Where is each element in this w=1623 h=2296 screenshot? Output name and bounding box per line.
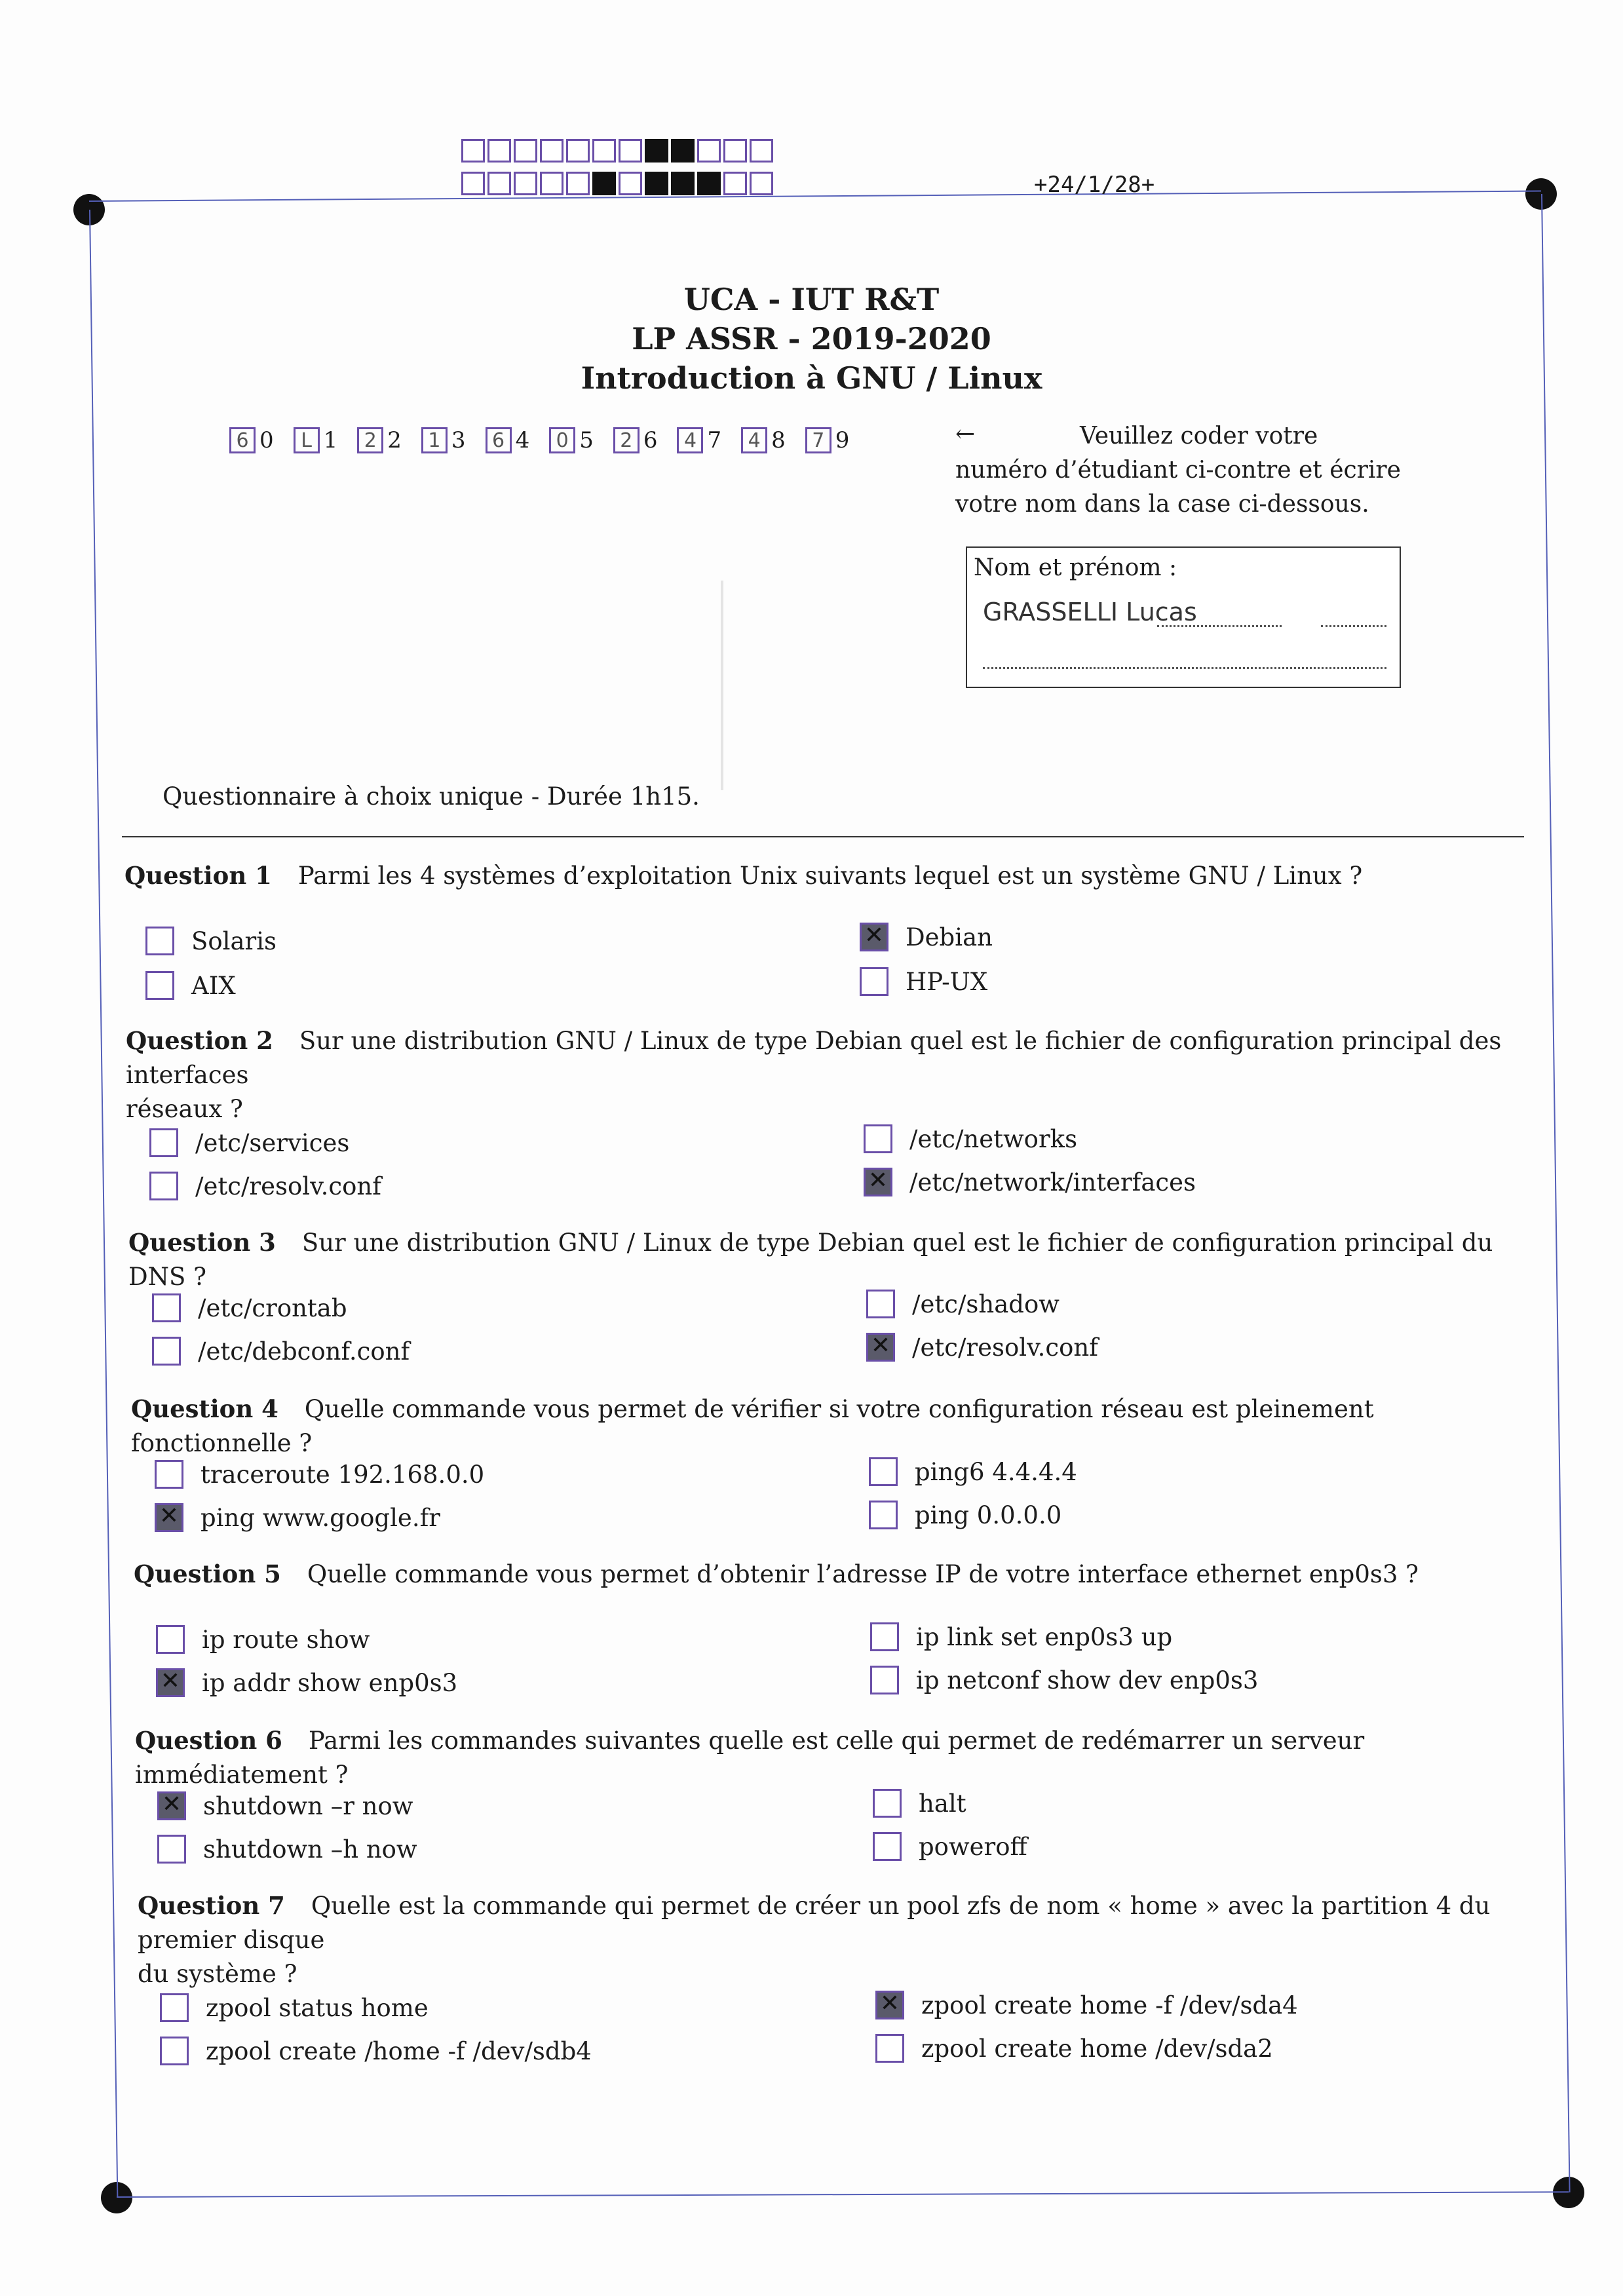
question-7-text-continued: du système ? (138, 1960, 297, 1988)
digit-box[interactable]: 2 (357, 427, 383, 453)
answer-option[interactable] (873, 1832, 1027, 1861)
option-label: traceroute 192.168.0.0 (200, 1460, 485, 1489)
digit-box[interactable]: 4 (677, 427, 703, 453)
digit-box[interactable]: 4 (741, 427, 767, 453)
student-number-grid (229, 427, 869, 453)
option-label: zpool create home -f /dev/sda4 (921, 1991, 1298, 2019)
digit-label: 2 (387, 427, 402, 453)
checkbox[interactable] (869, 1457, 898, 1486)
option-label: poweroff (919, 1832, 1027, 1861)
checkbox[interactable] (875, 2034, 904, 2063)
digit-box[interactable]: L (294, 427, 320, 453)
checkbox[interactable] (864, 1168, 892, 1196)
question-6 (135, 1723, 1537, 1792)
question-5-label: Question 5 (134, 1559, 281, 1588)
question-4-text: Quelle commande vous permet de vérifier si votre configuration réseau est pleinement fonctionnelle ? (131, 1395, 1374, 1457)
answer-option[interactable] (866, 1290, 1060, 1318)
digit-box[interactable]: 0 (549, 427, 575, 453)
checkbox[interactable] (155, 1460, 183, 1489)
digit-option[interactable] (677, 427, 721, 453)
option-label: ping 0.0.0.0 (915, 1501, 1062, 1529)
option-label: /etc/crontab (198, 1293, 347, 1322)
checkbox[interactable] (152, 1337, 181, 1366)
code-cell (723, 172, 747, 195)
code-cell (514, 172, 537, 195)
option-label: shutdown –r now (203, 1791, 413, 1820)
checkbox[interactable] (155, 1503, 183, 1532)
digit-box[interactable]: 6 (229, 427, 256, 453)
code-cell (697, 172, 721, 195)
name-field[interactable]: GRASSELLI Lucas (983, 598, 1197, 626)
name-dotted-line-2 (983, 667, 1386, 669)
digit-option[interactable] (357, 427, 402, 453)
digit-box[interactable]: 2 (613, 427, 640, 453)
title-program: LP ASSR - 2019-2020 (632, 321, 991, 356)
code-cell (592, 172, 616, 195)
answer-option[interactable] (160, 1993, 429, 2022)
code-cell (487, 172, 511, 195)
checkbox[interactable] (152, 1293, 181, 1322)
option-label: ping6 4.4.4.4 (915, 1457, 1077, 1486)
option-label: /etc/network/interfaces (909, 1168, 1196, 1196)
option-label: /etc/debconf.conf (198, 1337, 410, 1366)
code-cell (592, 139, 616, 163)
question-2-text-continued: réseaux ? (126, 1095, 243, 1123)
digit-option[interactable] (613, 427, 658, 453)
answer-option[interactable] (864, 1168, 1196, 1196)
option-label: /etc/resolv.conf (195, 1172, 381, 1200)
answer-option[interactable] (152, 1293, 347, 1322)
question-1 (124, 858, 1527, 893)
question-1-text: Parmi les 4 systèmes d’exploitation Unix suivants lequel est un système GNU / Linux ? (297, 862, 1363, 890)
question-1-label: Question 1 (124, 861, 272, 890)
option-label: /etc/networks (909, 1124, 1078, 1153)
checkbox[interactable] (864, 1124, 892, 1153)
answer-option[interactable] (149, 1128, 349, 1157)
question-3 (128, 1225, 1531, 1294)
question-6-label: Question 6 (135, 1726, 282, 1755)
answer-option[interactable] (875, 1991, 1298, 2019)
question-3-text: Sur une distribution GNU / Linux de type Debian quel est le fichier de configuration principal du DNS ? (128, 1229, 1493, 1291)
question-5 (134, 1557, 1536, 1592)
option-label: AIX (191, 971, 236, 1000)
student-number-instructions: Veuillez coder votre numéro d’étudiant ci-contre et écrire votre nom dans la case ci-dessous. (955, 423, 1401, 518)
checkbox[interactable] (157, 1835, 186, 1864)
answer-option[interactable] (875, 2034, 1273, 2063)
answer-option[interactable] (870, 1622, 1172, 1651)
answer-option[interactable] (145, 971, 236, 1000)
answer-option[interactable] (160, 2037, 592, 2065)
code-cell (750, 139, 773, 163)
title-course: Introduction à GNU / Linux (581, 360, 1042, 396)
question-7-text: Quelle est la commande qui permet de créer un pool zfs de nom « home » avec la partition 4 du premier disque (138, 1892, 1491, 1954)
digit-label: 5 (579, 427, 594, 453)
code-cell (697, 139, 721, 163)
option-label: ip netconf show dev enp0s3 (916, 1666, 1259, 1694)
checkbox[interactable] (869, 1501, 898, 1529)
option-label: shutdown –h now (203, 1835, 417, 1864)
option-label: Debian (906, 923, 993, 951)
digit-box[interactable]: 1 (421, 427, 448, 453)
checkbox[interactable] (149, 1128, 178, 1157)
question-4-label: Question 4 (131, 1394, 278, 1423)
exam-intro: Questionnaire à choix unique - Durée 1h15. (162, 782, 700, 811)
answer-option[interactable] (864, 1124, 1077, 1153)
answer-option[interactable] (149, 1172, 381, 1200)
code-cell (645, 139, 668, 163)
option-label: ping www.google.fr (200, 1503, 440, 1532)
separator (122, 836, 1524, 837)
title-institution: UCA - IUT R&T (683, 282, 940, 317)
name-dotted-line-1 (1157, 625, 1282, 627)
question-6-text: Parmi les commandes suivantes quelle est celle qui permet de redémarrer un serveur immédiatement ? (135, 1727, 1365, 1789)
left-arrow-icon: ← (955, 421, 976, 448)
question-2-label: Question 2 (126, 1026, 273, 1055)
digit-label: 8 (771, 427, 786, 453)
page-code-row-1 (461, 139, 776, 163)
frame-top (89, 191, 1541, 202)
name-dotted-line-1b (1321, 625, 1386, 627)
scan-artifact (721, 581, 723, 790)
checkbox[interactable] (870, 1666, 899, 1694)
option-label: /etc/shadow (912, 1290, 1060, 1318)
answer-option[interactable] (869, 1501, 1061, 1529)
answer-option[interactable] (156, 1668, 457, 1697)
checkbox[interactable] (860, 967, 888, 996)
code-cell (671, 172, 695, 195)
answer-option[interactable] (866, 1333, 1098, 1362)
digit-box[interactable]: 7 (805, 427, 831, 453)
option-label: halt (919, 1789, 966, 1818)
code-cell (461, 139, 485, 163)
frame-right (1541, 194, 1571, 2192)
digit-label: 3 (451, 427, 466, 453)
code-cell (540, 172, 563, 195)
checkbox[interactable] (156, 1625, 185, 1654)
code-cell (514, 139, 537, 163)
answer-option[interactable] (860, 967, 987, 996)
question-2 (126, 1024, 1528, 1126)
option-label: /etc/resolv.conf (912, 1333, 1098, 1362)
digit-label: 9 (835, 427, 850, 453)
checkbox[interactable] (873, 1789, 902, 1818)
question-3-label: Question 3 (128, 1228, 276, 1257)
option-label: /etc/services (195, 1128, 350, 1157)
answer-option[interactable] (873, 1789, 966, 1818)
digit-option[interactable] (741, 427, 786, 453)
checkbox[interactable] (860, 923, 888, 951)
code-cell (540, 139, 563, 163)
page-code-row-2 (461, 172, 776, 195)
answer-option[interactable] (152, 1337, 410, 1366)
code-cell (461, 172, 485, 195)
checkbox[interactable] (875, 1991, 904, 2019)
digit-option[interactable] (486, 427, 530, 453)
question-4 (131, 1392, 1533, 1461)
digit-label: 6 (643, 427, 658, 453)
checkbox[interactable] (160, 2037, 189, 2065)
name-label: Nom et prénom : (974, 554, 1177, 581)
code-cell (566, 139, 590, 163)
option-label: HP-UX (906, 967, 988, 996)
checkbox[interactable] (866, 1290, 895, 1318)
option-label: ip addr show enp0s3 (202, 1668, 458, 1697)
name-box (966, 546, 1401, 688)
checkbox[interactable] (870, 1622, 899, 1651)
checkbox[interactable] (157, 1791, 186, 1820)
option-label: zpool status home (206, 1993, 429, 2022)
digit-option[interactable] (421, 427, 466, 453)
code-cell (645, 172, 668, 195)
digit-box[interactable]: 6 (486, 427, 512, 453)
checkbox[interactable] (160, 1993, 189, 2022)
digit-option[interactable] (549, 427, 594, 453)
question-7-label: Question 7 (138, 1891, 285, 1920)
option-label: zpool create home /dev/sda2 (921, 2034, 1273, 2063)
checkbox[interactable] (873, 1832, 902, 1861)
page-id: +24/1/28+ (1034, 172, 1155, 198)
code-cell (566, 172, 590, 195)
code-cell (723, 139, 747, 163)
frame-left (89, 210, 118, 2198)
option-label: ip route show (202, 1625, 370, 1654)
answer-option[interactable] (869, 1457, 1077, 1486)
digit-label: 7 (707, 427, 722, 453)
question-7 (138, 1888, 1540, 1991)
digit-label: 0 (259, 427, 274, 453)
question-2-text: Sur une distribution GNU / Linux de type Debian quel est le fichier de configuration principal des interfaces (126, 1027, 1502, 1089)
option-label: zpool create /home -f /dev/sdb4 (206, 2037, 592, 2065)
answer-option[interactable] (860, 923, 993, 951)
frame-bottom (117, 2191, 1569, 2198)
digit-label: 4 (515, 427, 530, 453)
code-cell (619, 172, 642, 195)
answer-option[interactable] (155, 1503, 440, 1532)
answer-option[interactable] (870, 1666, 1258, 1694)
checkbox[interactable] (866, 1333, 895, 1362)
checkbox[interactable] (145, 971, 174, 1000)
digit-option[interactable] (229, 427, 274, 453)
checkbox[interactable] (145, 927, 174, 955)
code-cell (487, 139, 511, 163)
answer-option[interactable] (157, 1835, 417, 1864)
question-5-text: Quelle commande vous permet d’obtenir l’adresse IP de votre interface ethernet enp0s3 ? (307, 1560, 1419, 1588)
checkbox[interactable] (149, 1172, 178, 1200)
checkbox[interactable] (156, 1668, 185, 1697)
digit-option[interactable] (294, 427, 338, 453)
code-cell (671, 139, 695, 163)
option-label: ip link set enp0s3 up (916, 1622, 1173, 1651)
answer-option[interactable] (145, 927, 277, 955)
digit-label: 1 (323, 427, 338, 453)
answer-option[interactable] (156, 1625, 370, 1654)
code-cell (619, 139, 642, 163)
digit-option[interactable] (805, 427, 850, 453)
option-label: Solaris (191, 927, 277, 955)
answer-option[interactable] (157, 1791, 413, 1820)
code-cell (750, 172, 773, 195)
answer-option[interactable] (155, 1460, 484, 1489)
